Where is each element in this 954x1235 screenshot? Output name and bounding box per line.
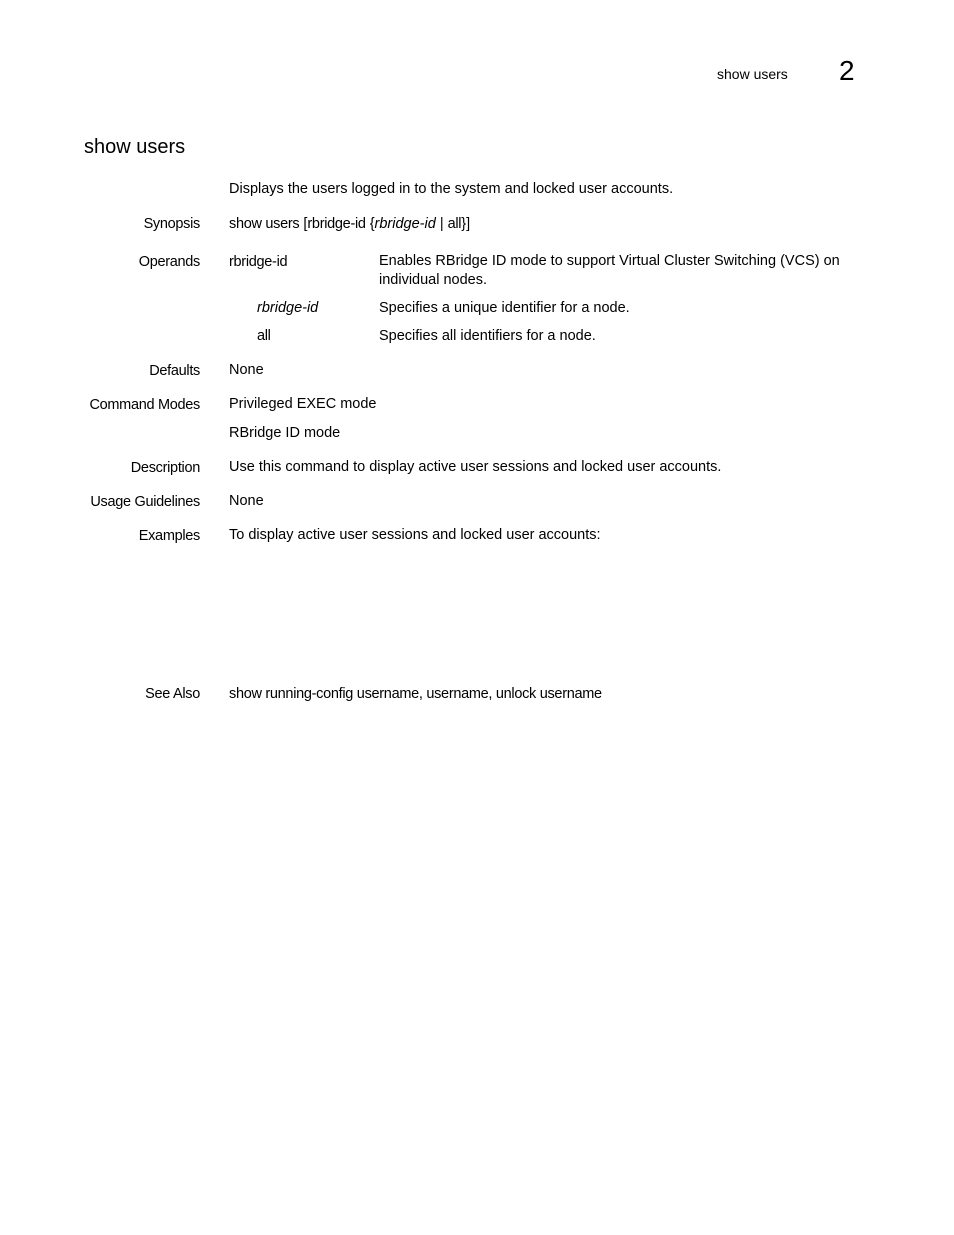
intro-text: Displays the users logged in to the system and locked user accounts. — [229, 181, 674, 197]
command-modes-label: Command Modes — [89, 397, 200, 413]
synopsis-all: all — [447, 216, 462, 232]
synopsis-close: }] — [461, 216, 471, 232]
synopsis-command: show users — [229, 216, 300, 232]
defaults-value: None — [229, 362, 264, 378]
synopsis-brace-open: { — [369, 216, 375, 232]
chapter-number: 2 — [839, 55, 855, 86]
running-header-title: show users — [717, 66, 788, 82]
operand-description: Specifies all identifiers for a node. — [379, 328, 596, 344]
command-mode: Privileged EXEC mode — [229, 396, 377, 412]
operand-description: Enables RBridge ID mode to support Virtual Cluster Switching (VCS) on individual nodes. — [379, 253, 840, 288]
see-also-label: See Also — [145, 686, 200, 702]
usage-guidelines-value: None — [229, 493, 264, 509]
synopsis-bracket-open: [ — [303, 216, 308, 232]
synopsis-separator: | — [439, 216, 444, 232]
page-title: show users — [84, 136, 186, 158]
synopsis-argument: rbridge-id — [374, 216, 436, 232]
examples-value: To display active user sessions and locked user accounts: — [229, 527, 601, 543]
command-mode: RBridge ID mode — [229, 425, 341, 441]
operands-label: Operands — [138, 254, 200, 270]
operand-name: all — [257, 328, 271, 344]
operand-name: rbridge-id — [229, 254, 288, 270]
defaults-label: Defaults — [149, 363, 200, 379]
operand-name: rbridge-id — [257, 300, 319, 316]
see-also-links[interactable]: show running-config username, username, unlock username — [229, 686, 602, 702]
examples-label: Examples — [138, 528, 200, 544]
synopsis-keyword: rbridge-id — [307, 216, 366, 232]
description-value: Use this command to display active user sessions and locked user accounts. — [229, 459, 722, 475]
usage-guidelines-label: Usage Guidelines — [90, 494, 200, 510]
description-label: Description — [130, 460, 200, 476]
operand-description: Specifies a unique identifier for a node. — [379, 300, 630, 316]
synopsis-label: Synopsis — [143, 216, 200, 232]
synopsis-text — [229, 215, 470, 234]
